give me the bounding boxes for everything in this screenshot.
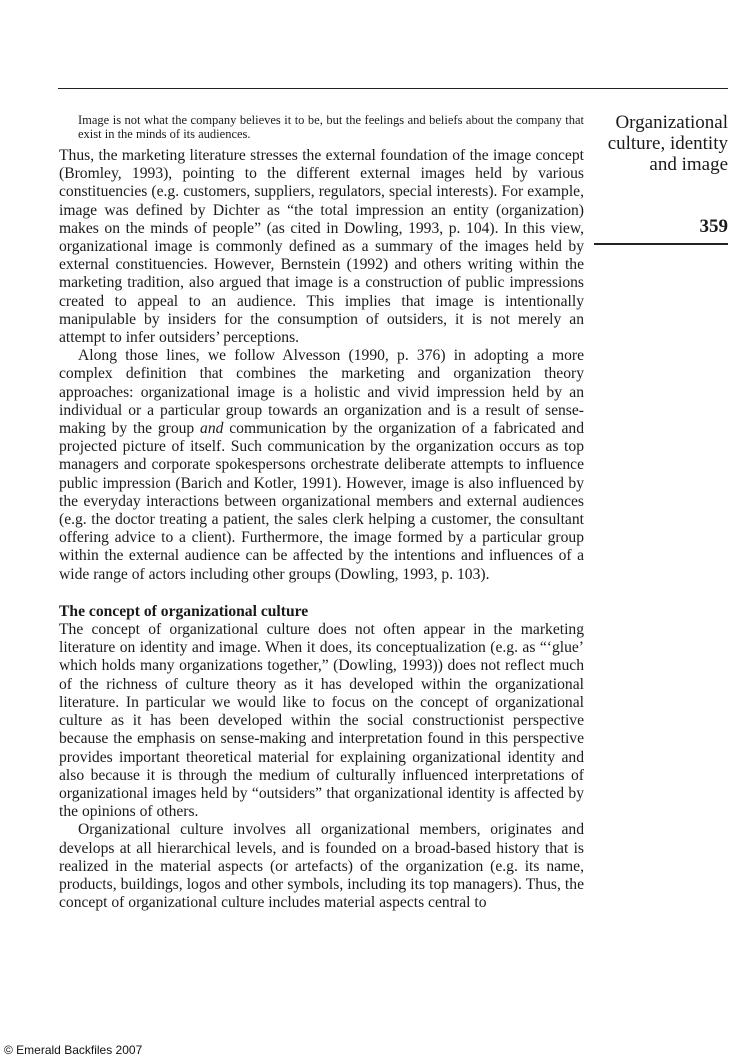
top-rule xyxy=(58,88,728,89)
running-head xyxy=(596,112,728,175)
article-body xyxy=(59,113,584,912)
paragraph-2-start: Along those lines, we follow Alvesson (1990, p. 376) in adopting a more complex definition that combines the marketing and organization theory approaches: organizational image is a holistic and vivid impression held by an individual or a particular group towards an organization and is a result of sense-making by the group xyxy=(59,347,584,438)
copyright-footer: © Emerald Backfiles 2007 xyxy=(4,1043,143,1057)
block-quote: Image is not what the company believes it to be, but the feelings and beliefs about the company that exist in the minds of its audiences. xyxy=(78,113,584,141)
section-heading: The concept of organizational culture xyxy=(59,602,309,620)
running-head-line-2: culture, identity xyxy=(607,133,728,154)
paragraph-4: Organizational culture involves all organizational members, originates and develops at all hierarchical levels, and is founded on a broad-based history that is realized in the material aspects (or artefacts) of the organization (e.g. its name, products, buildings, logos and other symbols, including its top managers). Thus, the concept of organizational culture includes material aspects central to xyxy=(59,821,584,912)
running-head-line-3: and image xyxy=(649,154,728,175)
page-number: 359 xyxy=(699,216,728,237)
paragraph-2-emphasis: and xyxy=(200,420,224,438)
side-rule xyxy=(594,243,728,245)
paragraph-3: The concept of organizational culture does not often appear in the marketing literature on identity and image. When it does, its conceptualization (e.g. as “‘glue’ which holds many organizations together,” (Dowling, 1993)) does not reflect much of the richness of culture theory as it has developed within the organizational literature. In particular we would like to focus on the concept of organizational culture as it has been developed within the social constructionist perspective because the emphasis on sense-making and interpretation found in this perspective provides important theoretical material for explaining organizational identity and also because it is through the medium of culturally influenced interpretations of organizational images held by “outsiders” that organizational identity is affected by the opinions of others. xyxy=(59,621,584,821)
paragraph-2 xyxy=(59,347,584,584)
paragraph-1: Thus, the marketing literature stresses the external foundation of the image concept (Bromley, 1993), pointing to the different external images held by various constituencies (e.g. customers, suppliers, regulators, special interests). For example, image was defined by Dichter as “the total impression an entity (organization) makes on the minds of people” (as cited in Dowling, 1993, p. 104). In this view, organizational image is commonly defined as a summary of the images held by external constituencies. However, Bernstein (1992) and others writing within the marketing tradition, also argued that image is a construction of public impressions created to appeal to an audience. This implies that image is intentionally manipulable by insiders for the consumption of outsiders, it is not merely an attempt to infer outsiders’ perceptions. xyxy=(59,147,584,347)
running-head-line-1: Organizational xyxy=(615,112,728,133)
paragraph-2-end: communication by the organization of a fabricated and projected picture of itself. Such communication by the organization occurs as top managers and corporate spokespersons orchestrate deliberate attempts to influence public impression (Barich and Kotler, 1991). However, image is also influenced by the everyday interactions between organizational members and external audiences (e.g. the doctor treating a patient, the sales clerk helping a customer, the consultant offering advice to a client). Furthermore, the image formed by a particular group within the external audience can be affected by the intentions and influences of a wide range of actors including other groups (Dowling, 1993, p. 103). xyxy=(59,420,584,583)
